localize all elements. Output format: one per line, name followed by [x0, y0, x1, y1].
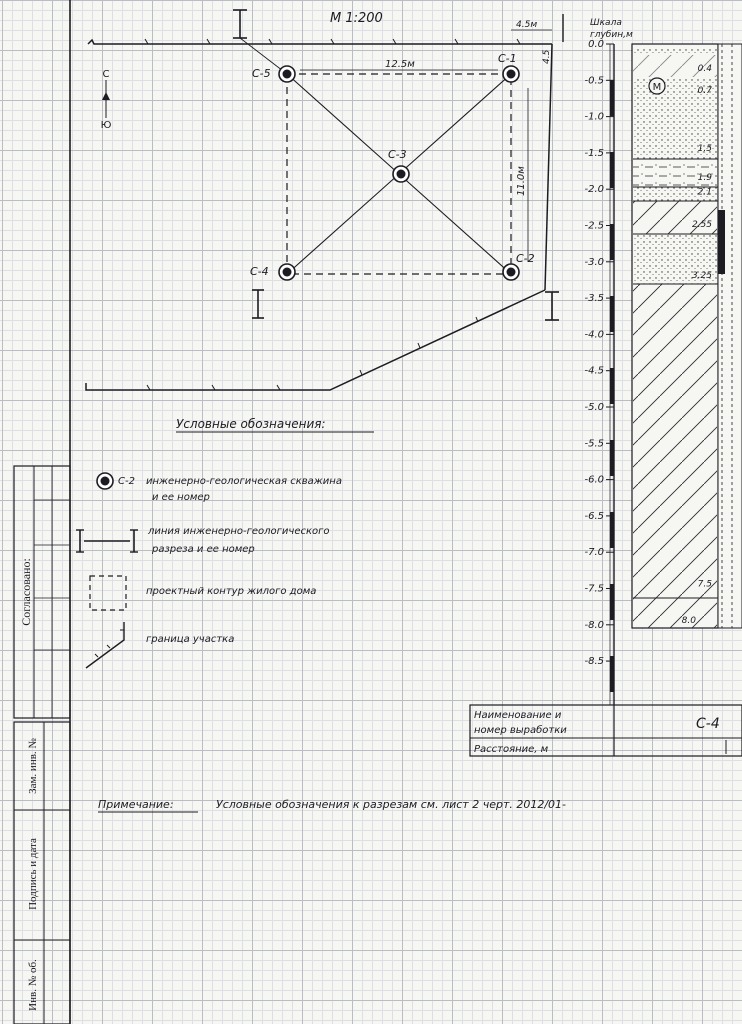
- layer-depth-label: 1.9: [697, 172, 712, 183]
- approval-stamp: [14, 466, 70, 1024]
- layer-depth-label: 0.7: [697, 85, 712, 96]
- depth-scale-title-2: глубин,м: [590, 30, 633, 40]
- depth-scale: [584, 18, 632, 705]
- depth-tick-label: -4.5: [584, 365, 604, 377]
- info-table: [470, 705, 742, 756]
- depth-tick-label: -7.0: [584, 547, 604, 559]
- depth-tick-label: -5.5: [584, 438, 604, 450]
- table-row1-label-2: номер выработки: [474, 725, 567, 736]
- well-c1: [498, 52, 519, 82]
- depth-tick-label: -2.0: [584, 184, 604, 196]
- legend-contour-desc: проектный контур жилого дома: [146, 586, 317, 597]
- well-label: С-5: [252, 67, 271, 80]
- depth-tick-label: -6.5: [584, 510, 604, 522]
- legend-well-desc-2: и ее номер: [152, 492, 210, 503]
- site-plan: [86, 10, 563, 390]
- layer-depth-label: 3.25: [691, 270, 712, 281]
- depth-tick-label: -1.5: [584, 147, 604, 159]
- north-arrow: [101, 69, 112, 131]
- note-label: Примечание:: [98, 798, 174, 811]
- stamp-zam-inv: Зам. инв. №: [27, 738, 39, 794]
- depth-tick-label: -3.0: [584, 256, 604, 268]
- stamp-agreed: Согласовано:: [19, 558, 33, 626]
- layer-depth-label: 8.0: [681, 615, 696, 626]
- layer-depth-label: 1.5: [697, 143, 712, 154]
- well-c4: [250, 264, 295, 280]
- stamp-inv-orig: Инв. № об.: [27, 959, 39, 1011]
- depth-tick-label: -0.5: [584, 75, 604, 87]
- well-c3: [388, 148, 409, 182]
- depth-tick-label: -1.0: [584, 111, 604, 123]
- dim-top: 12.5м: [385, 59, 415, 70]
- drawing-note: [98, 798, 566, 812]
- layer-symbol: М: [652, 82, 662, 93]
- well-label: С-1: [498, 52, 517, 65]
- depth-tick-label: -5.0: [584, 402, 604, 413]
- north-label: С: [102, 69, 110, 80]
- dim-offset-h: 4.5м: [516, 20, 538, 30]
- layer-depth-label: 0.4: [697, 64, 712, 75]
- legend-well-tag: С-2: [118, 476, 135, 487]
- table-row1-label-1: Наименование и: [474, 710, 562, 721]
- note-text: Условные обозначения к разрезам см. лист 2 черт. 2012/01-: [216, 798, 567, 811]
- dim-offset-v: 4.5: [542, 49, 552, 64]
- legend-section-desc-2: разреза и ее номер: [152, 544, 255, 555]
- well-c2: [503, 252, 535, 280]
- layer-depth-label: 2.55: [691, 220, 712, 231]
- legend-title: Условные обозначения:: [176, 417, 326, 431]
- south-label: Ю: [100, 120, 112, 131]
- legend-section-symbol: [76, 530, 138, 552]
- legend: [76, 417, 374, 668]
- dim-side: 11.0м: [516, 166, 527, 196]
- depth-tick-label: -8.5: [584, 656, 604, 668]
- depth-tick-label: -3.5: [584, 293, 604, 305]
- site-boundary: [86, 39, 552, 390]
- depth-tick-label: -6.0: [584, 474, 604, 486]
- scale-label: М 1:200: [330, 11, 383, 26]
- borehole-log: [632, 44, 742, 628]
- well-c5: [252, 66, 295, 82]
- depth-tick-label: -2.5: [584, 220, 604, 232]
- legend-section-desc-1: линия инженерно-геологического: [148, 526, 330, 537]
- well-label: С-2: [516, 252, 535, 265]
- depth-tick-label: -4.0: [584, 329, 604, 341]
- legend-well-desc-1: инженерно-геологическая скважина: [146, 476, 342, 487]
- layer-depth-label: 2.1: [697, 187, 712, 198]
- legend-boundary-symbol: [86, 622, 124, 668]
- table-row1-value: С-4: [696, 716, 720, 732]
- table-row2-label: Расстояние, м: [474, 744, 549, 755]
- depth-tick-label: -8.0: [584, 619, 604, 631]
- well-label: С-4: [250, 265, 269, 278]
- depth-scale-title-1: Шкала: [590, 18, 622, 28]
- well-label: С-3: [388, 148, 407, 161]
- depth-tick-label: -7.5: [584, 583, 604, 595]
- stamp-sign-date: Подпись и дата: [27, 838, 39, 910]
- legend-boundary-desc: граница участка: [146, 634, 235, 645]
- legend-contour-symbol: [90, 576, 126, 610]
- layer-depth-label: 7.5: [697, 579, 712, 590]
- depth-tick-label: 0.0: [588, 39, 604, 50]
